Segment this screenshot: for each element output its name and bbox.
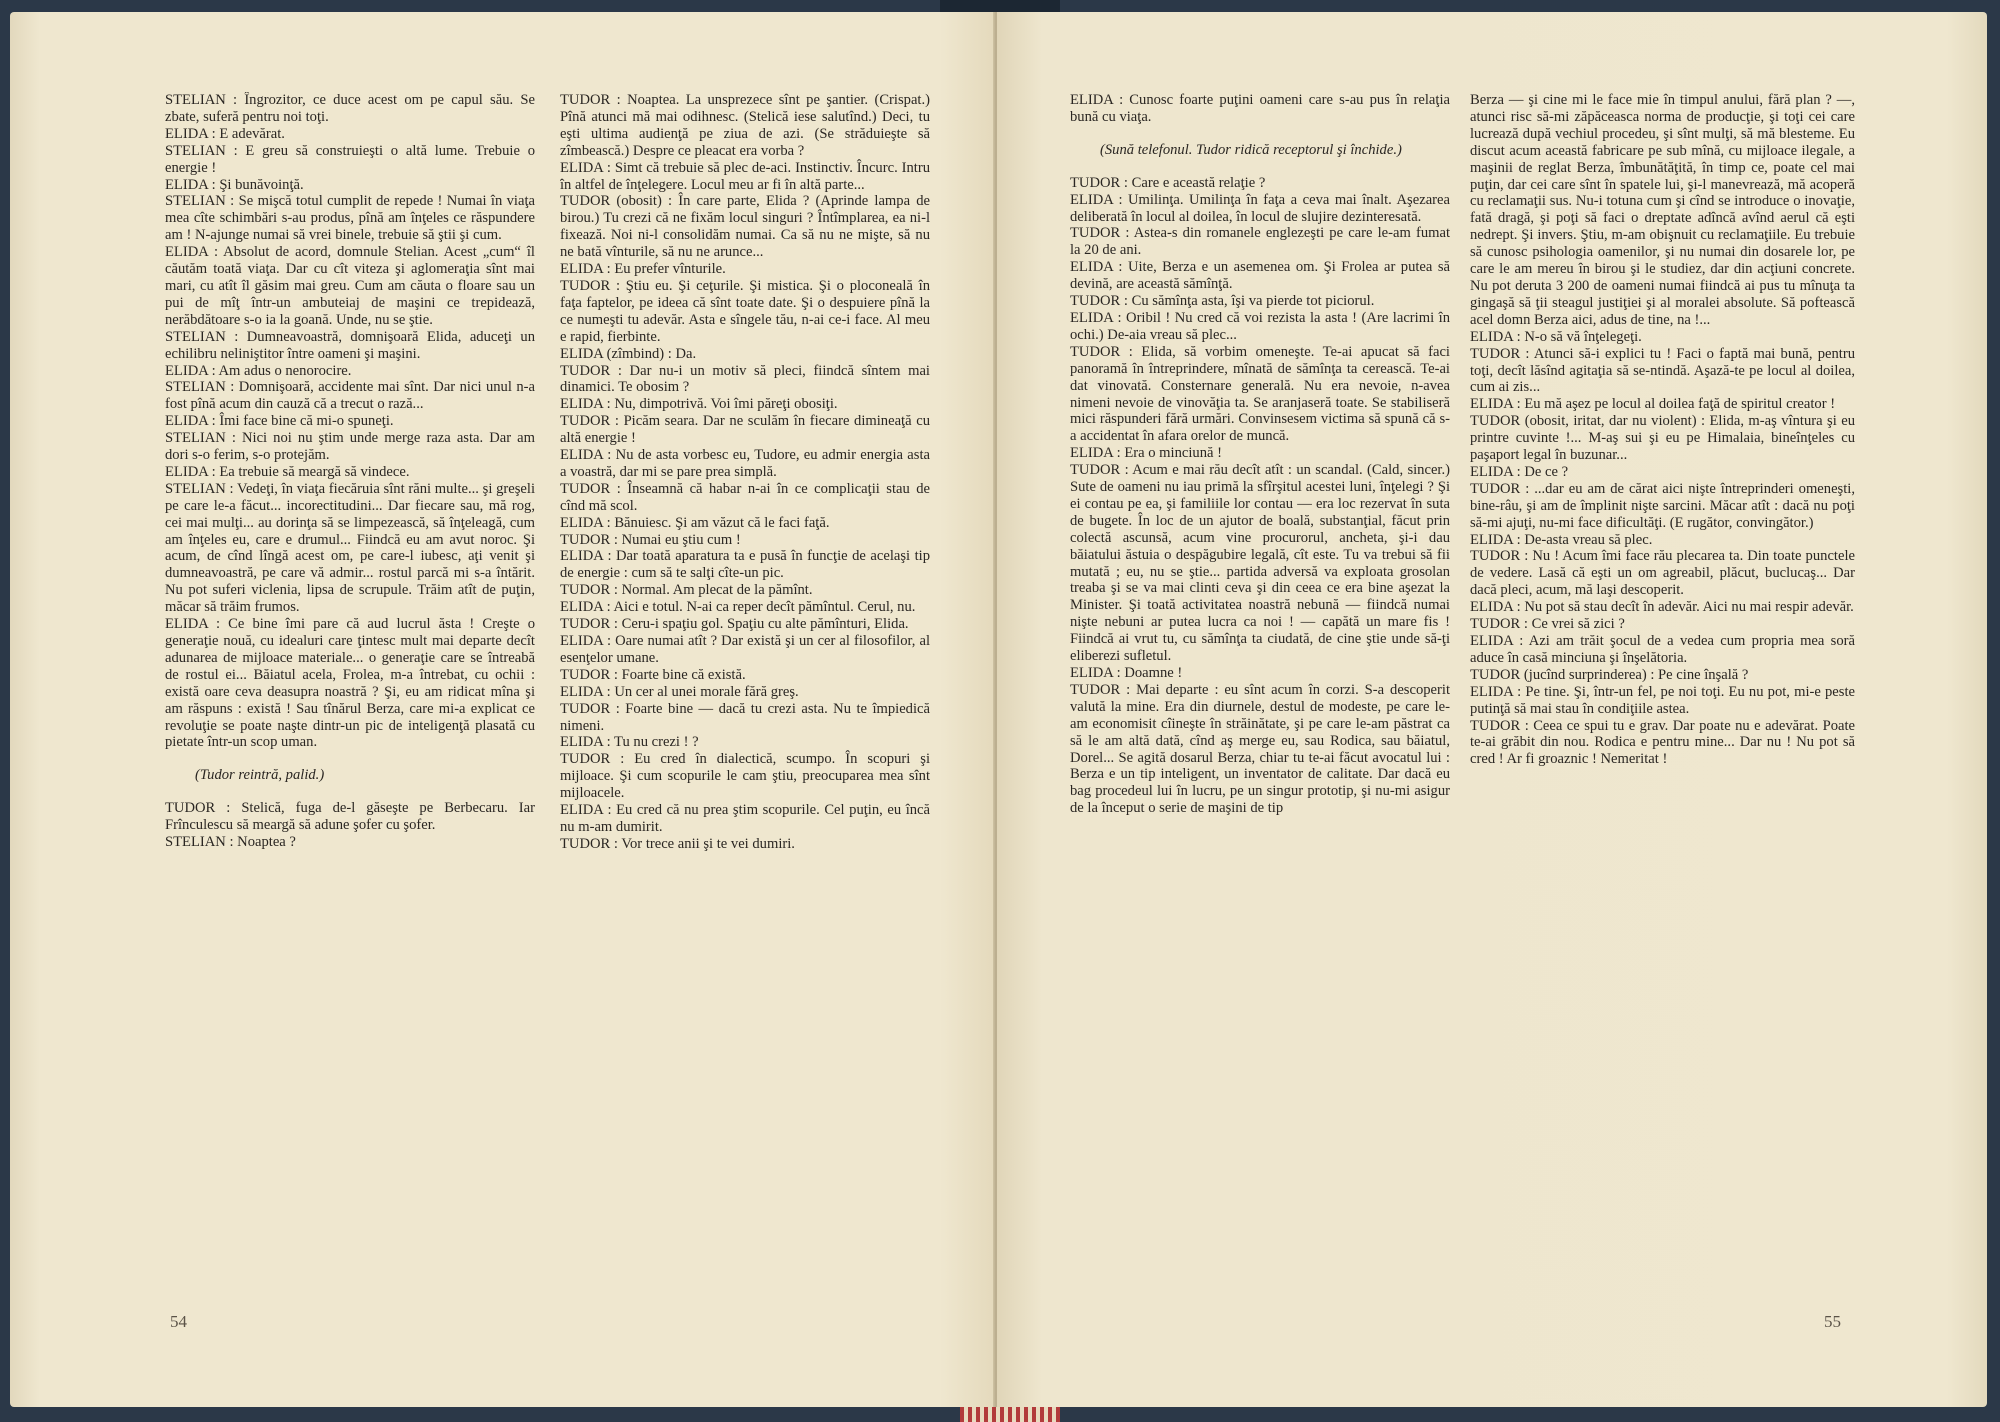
dialogue-line: TUDOR : Astea-s din romanele englezeşti pe care le-am fumat la 20 de ani. (1070, 225, 1450, 259)
dialogue-line: TUDOR : Ce vrei să zici ? (1470, 616, 1625, 633)
dialogue-line: ELIDA : Uite, Berza e un asemenea om. Şi Frolea ar putea să devină, are această sămînţă. (1070, 259, 1450, 293)
dialogue-line: ELIDA : Era o minciună ! (1070, 445, 1222, 462)
column-2 (560, 92, 930, 1292)
dialogue-line: TUDOR : Normal. Am plecat de la pămînt. (560, 582, 813, 599)
dialogue-line: TUDOR : Foarte bine că există. (560, 666, 746, 683)
column-4 (1470, 92, 1855, 1322)
dialogue-line: ELIDA : Îmi face bine că mi-o spuneţi. (165, 413, 394, 430)
dialogue-line: STELIAN : Vedeţi, în viaţa fiecăruia sînt răni multe... şi greşeli pe care le-a făcut... incorectitudini... Dar fiecare sau, mă rog, cei mai mulţi... au dorinţa să se limpezească, să înţeleagă, cum am înţeles eu, care e drumul... Fiindcă eu am avut noroc. Şi acum, de cînd lîngă acest om, pe care-l iubesc, aţi venit şi dumneavoastră, pe care vă admir... rostul parcă mi s-a întărit. Nu pot suferi viclenia, lipsa de scrupule. Trăim atît de puţin, măcar să trăim frumos. (165, 480, 535, 616)
dialogue-line: ELIDA : Cunosc foarte puţini oameni care s-au pus în relaţia bună cu viaţa. (1070, 92, 1450, 125)
dialogue-line: ELIDA : Ea trebuie să meargă să vindece. (165, 463, 410, 480)
dialogue-line: ELIDA : Doamne ! (1070, 665, 1183, 681)
dialogue-line: TUDOR : Care e această relaţie ? (1070, 174, 1266, 191)
dialogue-line: TUDOR : ...dar eu am de cărat aici nişte întreprinderi omeneşti, bine-râu, şi am de împlinit nişte sarcini. Măcar atît : dacă nu poţi să-mi ajuţi, nu-mi face dificultăţi. (E rugător, convingător.) (1470, 480, 1855, 531)
dialogue-line: ELIDA : E adevărat. (165, 125, 285, 142)
dialogue-line: TUDOR : Ceru-i spaţiu gol. Spaţiu cu alte pămînturi, Elida. (560, 616, 909, 633)
dialogue-line: ELIDA : De-asta vreau să plec. (1470, 531, 1653, 548)
stage-direction: (Sună telefonul. Tudor ridică receptorul şi închide.) (1100, 141, 1402, 158)
dialogue-line: ELIDA : De ce ? (1470, 463, 1569, 480)
dialogue-line: TUDOR : Atunci să-i explici tu ! Faci o faptă mai bună, pentru toţi, decît lăsînd agitaţia să se-ntindă. Aşază-te pe locul al doilea, cum ai zis... (1470, 345, 1855, 396)
dialogue-line: ELIDA : Bănuiesc. Şi am văzut că le faci faţă. (560, 514, 830, 531)
stage-direction: (Tudor reintră, palid.) (195, 767, 325, 784)
dialogue-line: STELIAN : E greu să construieşti o altă lume. Trebuie o energie ! (165, 142, 535, 176)
dialogue-line: TUDOR : Picăm seara. Dar ne sculăm în fiecare dimineaţă cu altă energie ! (560, 413, 930, 447)
dialogue-line: ELIDA : Nu de asta vorbesc eu, Tudore, eu admir energia asta a voastră, dar mi se pare prea simplă. (560, 447, 930, 480)
dialogue-line: Berza — şi cine mi le face mie în timpul anului, fără plan ? —, atunci risc să-mi zăpăceasca norma de producţie, şi toţi cei care lucrează după vechiul procedeu, şi sînt mulţi, să mă blesteme. Eu discut acum această fabricare pe sub mînă, cu mijloace ilegale, a maşinii de reglat Berza, îmbunătăţită, în timp ce, poate cel mai puţin, dar cei care sînt în spatele lui, şi-l manevrează, mă acoperă cu reclamaţii sus. Nu-i totuna cum şi cînd se introduce o inovaţie, fată dragă, şi poţi să faci o dreptate adîncă avînd aerul că eşti nedrept. Şi invers. Ştiu, m-am obişnuit cu reclamaţiile. Eu trebuie să cunosc psihologia oamenilor, şi nu numai din dosarele lor, pe care le am mereu în birou şi le studiez, dar din acţiuni concrete. Nu pot deruta 3 200 de oameni numai fiindcă ai pus tu mînuţa ta gingaşă să ţii steagul justiţiei şi al moralei absolute. Să poftească acel domn Berza aici, adus de tine, na !... (1470, 92, 1855, 328)
column-1 (165, 92, 535, 1302)
dialogue-line: ELIDA : N-o să vă înţelegeţi. (1470, 328, 1642, 345)
page-number-right: 55 (1824, 1312, 1841, 1331)
dialogue-line: ELIDA : Umilinţa. Umilinţa în faţa a ceva mai înalt. Aşezarea deliberată în locul al doilea, în locul de slujire dezinteresată. (1070, 191, 1450, 225)
dialogue-line: TUDOR : Ştiu eu. Şi ceţurile. Şi mistica. Şi o ploconeală în faţa faptelor, pe ideea că sînt toate date. Şi o despuiere pînă la ce numeşti tu adevăr. Asta e sîngele tău, n-ai ce-i face. Al meu e rapid, fierbinte. (560, 277, 930, 345)
dialogue-line: ELIDA : Pe tine. Şi, într-un fel, pe noi toţi. Eu nu pot, mi-e peste putinţă să mai stau în condiţiile astea. (1470, 683, 1855, 717)
dialogue-line: ELIDA : Simt că trebuie să plec de-aci. Instinctiv. Încurc. Intru în altfel de înţelegere. Locul meu ar fi în altă parte... (560, 159, 930, 193)
dialogue-line: TUDOR : Vor trece anii şi te vei dumiri. (560, 835, 795, 852)
dialogue-line: ELIDA : Un cer al unei morale fără greş. (560, 683, 799, 700)
dialogue-line: TUDOR (jucînd surprinderea) : Pe cine înşală ? (1470, 666, 1749, 683)
dialogue-line: ELIDA : Azi am trăit şocul de a vedea cum propria mea soră aduce în casă minciuna şi înşelătoria. (1470, 633, 1855, 666)
dialogue-line: STELIAN : Domnişoară, accidente mai sînt. Dar nici unul n-a fost pînă acum din cauză că a trecut o rază... (165, 379, 535, 413)
dialogue-line: TUDOR : Acum e mai rău decît atît : un scandal. (Cald, sincer.) Sute de oameni nu iau primă la sfîrşitul acestei luni, înţelegi ? Şi ei contau pe ea, şi familiile lor contau — era loc rezervat în suta de bugete. În loc de un ajutor de boală, substanţial, făcut prin colectă ascunsă, acum vine procurorul, ancheta, şi-i dau băiatului ăstuia o despăgubire legală, cît este. Tu va trebui să fii mutată ; eu, nu se ştie... partida adversă va exploata grosolan treaba şi se va mai clinti ceva şi din ceea ce era bine aşezat la Minister. Şi toată activitatea noastră nebună — fiindcă numai nişte nebuni ar putea lucra ca noi ! — capătă un mare fis ! Fiindcă ai vrut tu, cu sămînţa ta ciudată, de cine ştie unde să-ţi eliberezi sufletul. (1070, 462, 1450, 665)
binding-top (940, 0, 1060, 12)
dialogue-line: TUDOR : Nu ! Acum îmi face rău plecarea ta. Din toate punctele de vedere. Lasă că eşti un om agreabil, plăcut, buclucaş... Dar dacă pleci, acum, mă laşi descoperit. (1470, 548, 1855, 599)
bookmark-ribbon (960, 1407, 1060, 1422)
dialogue-line: ELIDA : Oribil ! Nu cred că voi rezista la asta ! (Are lacrimi în ochi.) De-aia vreau să plec... (1070, 309, 1450, 343)
right-page (997, 12, 1987, 1407)
dialogue-line: ELIDA : Dar toată aparatura ta e pusă în funcţie de acelaşi tip de energie : cum să te salţi cîte-un pic. (560, 548, 930, 582)
dialogue-line: TUDOR : Noaptea. La unsprezece sînt pe şantier. (Crispat.) Pînă atunci mă mai odihnesc. (Stelică iese salutînd.) Deci, tu eşti ultima audienţă pe ziua de azi. (Se străduieşte să zîmbească.) Despre ce pleacat era vorba ? (560, 92, 930, 159)
dialogue-line: TUDOR : Elida, să vorbim omeneşte. Te-ai apucat să faci panoramă în întreprindere, mînată de sămînţa ta cerească. Te-ai dat vinovată. Consternare generală. Nu era nevoie, n-avea nimeni nevoie de vinovăţia ta. Se aranjaseră toate. Se stabiliseră mici răspunderi fără urmări. Convinsesem victima să spună că s-a accidentat în afara orelor de muncă. (1070, 343, 1450, 445)
dialogue-line: ELIDA : Eu prefer vînturile. (560, 261, 726, 278)
dialogue-line: ELIDA : Nu, dimpotrivă. Voi îmi păreţi obosiţi. (560, 396, 838, 413)
dialogue-line: ELIDA : Eu mă aşez pe locul al doilea faţă de spiritul creator ! (1470, 396, 1836, 413)
dialogue-line: TUDOR (obosit, iritat, dar nu violent) : Elida, m-aş vîntura şi eu printre cuvinte !... M-aş sui şi eu pe Himalaia, bineînţeles cu paşaport legal în buzunar... (1470, 413, 1855, 464)
dialogue-line: ELIDA : Ce bine îmi pare că aud lucrul ăsta ! Creşte o generaţie nouă, cu idealuri care ţintesc mult mai departe decît adunarea de mijloace materiale... o generaţie care se întreabă de rostul ei... Băiatul acela, Frolea, m-a întrebat, cu ochii : există oare ceva deasupra noastră ? Şi, eu am ridicat mîna şi am răspuns : există ! Sau tînărul Berza, care mi-a explicat ce revoluţie se poate naşte dintr-un pic de inteligenţă plasată cu pietate într-un scop uman. (165, 616, 535, 751)
dialogue-line: TUDOR : Numai eu ştiu cum ! (560, 531, 741, 548)
dialogue-line: ELIDA : Tu nu crezi ! ? (560, 734, 699, 751)
dialogue-line: TUDOR (obosit) : În care parte, Elida ? (Aprinde lampa de birou.) Tu crezi că ne fixăm locul singuri ? Întîmplarea, ea ni-l fixează. Noi ni-l consolidăm numai. Ca să nu ne mişte, să nu ne bată vînturile, să nu ne arunce... (560, 193, 930, 261)
dialogue-line: TUDOR : Ceea ce spui tu e grav. Dar poate nu e adevărat. Poate te-ai grăbit din nou. Rodica e pentru mine... Dar nu ! Nu pot să cred ! Ar fi groaznic ! Nemeritat ! (1470, 717, 1855, 768)
dialogue-line: TUDOR : Eu cred în dialectică, scumpo. În scopuri şi mijloace. Şi cum scopurile le cam ştiu, preocuparea mea sînt mijloacele. (560, 751, 930, 802)
dialogue-line: STELIAN : Noaptea ? (165, 834, 296, 851)
dialogue-line: STELIAN : Se mişcă totul cumplit de repede ! Numai în viaţa mea cîte schimbări s-au produs, pînă am înţeles ce răspundere am ! N-ajunge numai să vrei binele, trebuie să ştii şi cum. (165, 193, 535, 244)
dialogue-line: ELIDA : Oare numai atît ? Dar există şi un cer al filosofilor, al esenţelor umane. (560, 633, 930, 666)
page-number-left: 54 (170, 1312, 187, 1331)
dialogue-line: TUDOR : Mai departe : eu sînt acum în corzi. S-a descoperit valută la mine. Era din diurnele, destul de modeste, pe care le-am economisit cîineşte în străinătate, şi pe care le-am păstrat ca să le am altă dată, cînd aş merge eu, sau Rodica, sau băiatul, Dorel... Se agită dosarul Berza, chiar tu te-ai făcut avocatul lui : Berza e un tip inteligent, un inventator de calitate. Dar dacă eu bag procedeul lui în lucru, pe un singur prototip, şi nu-mi asigur de la început o serie de maşini de tip (1070, 681, 1450, 817)
dialogue-line: TUDOR : Dar nu-i un motiv să pleci, fiindcă sîntem mai dinamici. Te obosim ? (560, 362, 930, 396)
dialogue-line: TUDOR : Cu sămînţa asta, îşi va pierde tot piciorul. (1070, 293, 1375, 310)
column-3 (1070, 92, 1450, 1312)
dialogue-line: STELIAN : Nici noi nu ştim unde merge raza asta. Dar am dori s-o ferim, s-o protejăm. (165, 430, 535, 464)
dialogue-line: ELIDA (zîmbind) : Da. (560, 345, 697, 362)
left-page (10, 12, 995, 1407)
dialogue-line: ELIDA : Nu pot să stau decît în adevăr. Aici nu mai respir adevăr. (1470, 599, 1854, 616)
dialogue-line: TUDOR : Foarte bine — dacă tu crezi asta. Nu te împiedică nimeni. (560, 700, 930, 734)
dialogue-line: STELIAN : Dumneavoastră, domnişoară Elida, aduceţi un echilibru neliniştitor între oameni şi maşini. (165, 328, 535, 362)
dialogue-line: TUDOR : Stelică, fuga de-l găseşte pe Berbecaru. Iar Frînculescu să meargă să adune şofer cu şofer. (165, 800, 535, 834)
dialogue-line: ELIDA : Eu cred că nu prea ştim scopurile. Cel puţin, eu încă nu m-am dumirit. (560, 802, 930, 835)
dialogue-line: ELIDA : Absolut de acord, domnule Stelian. Acest „cum“ îl căutăm toată viaţa. Dar cu cît viteza şi aglomeraţia sînt mai mari, cu atît îl găsim mai greu. Cum am căuta o floare sau un pui de mîţ într-un ambuteiaj de maşini ce trepidează, nerăbdătoare s-o ia la goană. Unde, nu se ştie. (165, 244, 535, 328)
dialogue-line: ELIDA : Aici e totul. N-ai ca reper decît pămîntul. Cerul, nu. (560, 599, 916, 616)
dialogue-line: TUDOR : Înseamnă că habar n-ai în ce complicaţii stau de cînd mă scol. (560, 480, 930, 514)
dialogue-line: ELIDA : Am adus o nenorocire. (165, 362, 352, 379)
dialogue-line: STELIAN : Îngrozitor, ce duce acest om pe capul său. Se zbate, suferă pentru noi toţi. (165, 92, 535, 125)
dialogue-line: ELIDA : Şi bunăvoinţă. (165, 176, 304, 193)
